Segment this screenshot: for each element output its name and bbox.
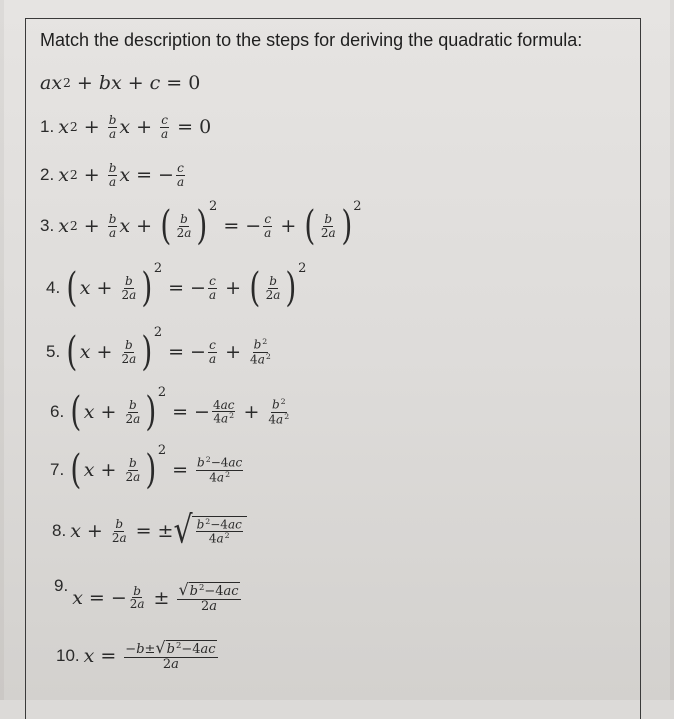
step-number: 10. (56, 645, 80, 665)
step-10: 10. x = −b± √ $b^2-4ac$ 2a (56, 638, 216, 672)
question-title: Match the description to the steps for deriving the quadratic formula: (40, 30, 583, 50)
step-2: 2. x 2 + $\frac{b}{a}$ x = − $\frac{c}{a}$ (40, 161, 185, 189)
step-6: 6. ( x + $\frac{b}{2a}$ ) 2 = − $\frac{4ac}{4a^2}$ + $\frac{b^2}{4a^2}$ (50, 384, 290, 435)
step-8: 8. x + $\frac{b}{2a}$ = ± √ $\frac{b^2-4ac}{4a^2}$ (52, 516, 247, 546)
step-5: 5. ( x + $\frac{b}{2a}$ ) 2 = − $\frac{c}{a}$ + $\frac{b^2}{4a^2}$ (46, 324, 271, 375)
step-number: 1. (40, 117, 55, 137)
step-4: 4. ( x + $\frac{b}{2a}$ ) 2 = − $\frac{c}{a}$ + ( $\frac{b}{2a}$ ) 2 (46, 260, 307, 311)
step-9: 9. x = − $\frac{b}{2a}$ ± √ $b^2-4ac$ 2a (54, 575, 239, 614)
step-1: 1. x 2 + $\frac{b}{a}$ x + $\frac{c}{a}$ = 0 (40, 113, 212, 141)
step-number: 7. (50, 460, 65, 479)
step-number: 5. (46, 342, 61, 361)
base-equation: ax 2 + bx + c = 0 (40, 72, 201, 94)
step-number: 3. (40, 216, 55, 235)
step-number: 4. (46, 278, 61, 297)
step-7: 7. ( x + $\frac{b}{2a}$ ) 2 = $\frac{b^2-4ac}{4a^2}$ (50, 442, 243, 493)
step-number: 2. (40, 165, 55, 185)
step-number: 9. (54, 575, 69, 595)
step-number: 8. (52, 521, 67, 540)
step-number: 6. (50, 402, 65, 421)
step-3: 3. x 2 + $\frac{b}{a}$ x + ( $\frac{b}{2a}$ ) 2 = − $\frac{c}{a}$ + ( $\frac{b}{2a}$ ) 2 (40, 198, 362, 249)
